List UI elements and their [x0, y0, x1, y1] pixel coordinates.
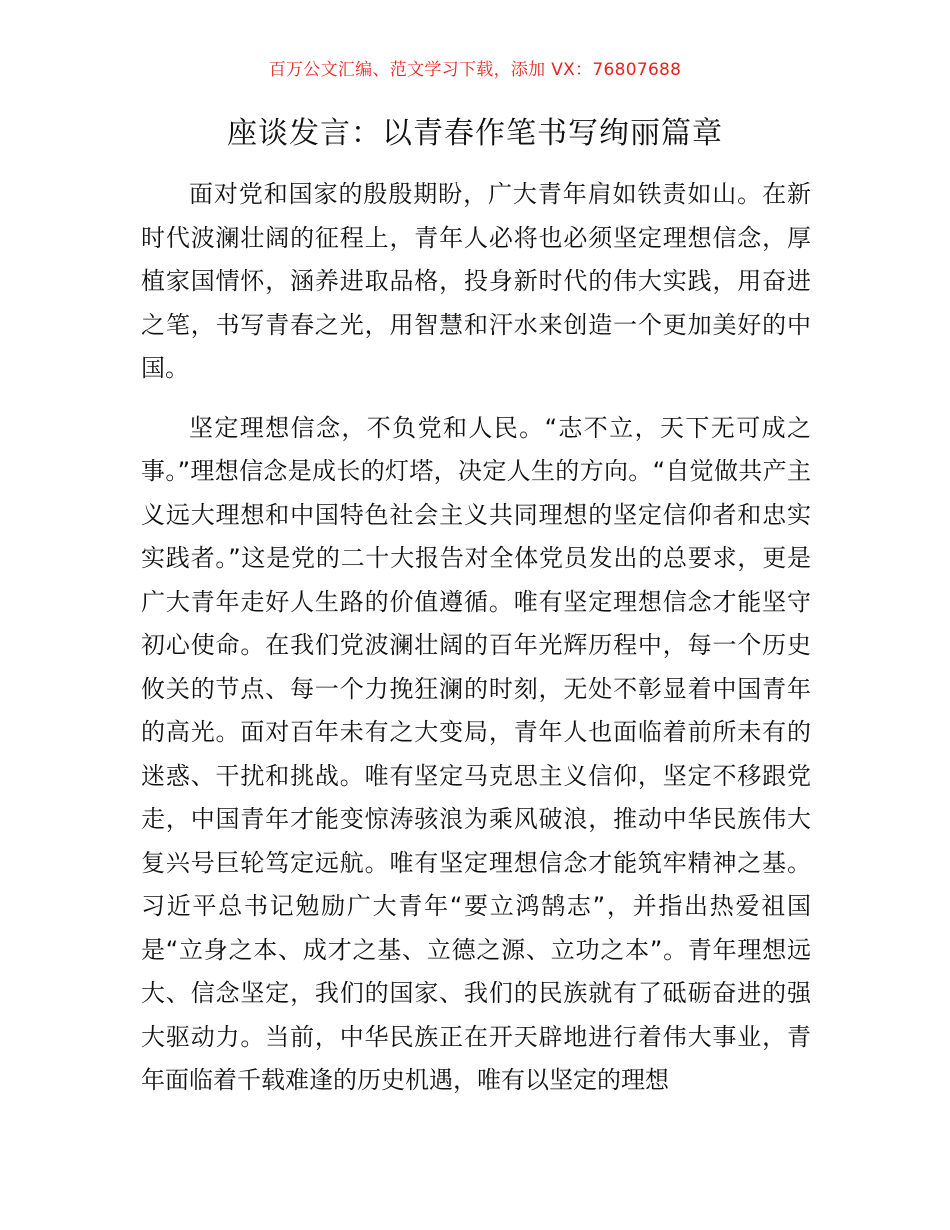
paragraph: 面对党和国家的殷殷期盼，广大青年肩如铁责如山。在新时代波澜壮阔的征程上，青年人必将也必须坚定理想信念，厚植家国情怀，涵养进取品格，投身新时代的伟大实践，用奋进之笔，书写青春之光，用智慧和汗水来创造一个更加美好的中国。 — [141, 180, 811, 382]
header-banner: 百万公文汇编、范文学习下载，添加 VX：76807688 — [268, 60, 682, 80]
document-body — [141, 173, 811, 1103]
paragraph: 坚定理想信念，不负党和人民。“志不立，天下无可成之事。”理想信念是成长的灯塔，决定人生的方向。“自觉做共产主义远大理想和中国特色社会主义共同理想的坚定信仰者和忠实实践者。”这是党的二十大报告对全体党员发出的总要求，更是广大青年走好人生路的价值遵循。唯有坚定理想信念才能坚守初心使命。在我们党波澜壮阔的百年光辉历程中，每一个历史攸关的节点、每一个力挽狂澜的时刻，无处不彰显着中国青年的高光。面对百年未有之大变局，青年人也面临着前所未有的迷惑、干扰和挑战。唯有坚定马克思主义信仰，坚定不移跟党走，中国青年才能变惊涛骇浪为乘风破浪，推动中华民族伟大复兴号巨轮笃定远航。唯有坚定理想信念才能筑牢精神之基。习近平总书记勉励广大青年“要立鸿鹄志”，并指出热爱祖国是“立身之本、成才之基、立德之源、立功之本”。青年理想远大、信念坚定，我们的国家、我们的民族就有了砥砺奋进的强大驱动力。当前，中华民族正在开天辟地进行着伟大事业，青年面临着千载难逢的历史机遇，唯有以坚定的理想 — [141, 413, 811, 1094]
document-title: 座谈发言：以青春作笔书写绚丽篇章 — [227, 116, 723, 151]
